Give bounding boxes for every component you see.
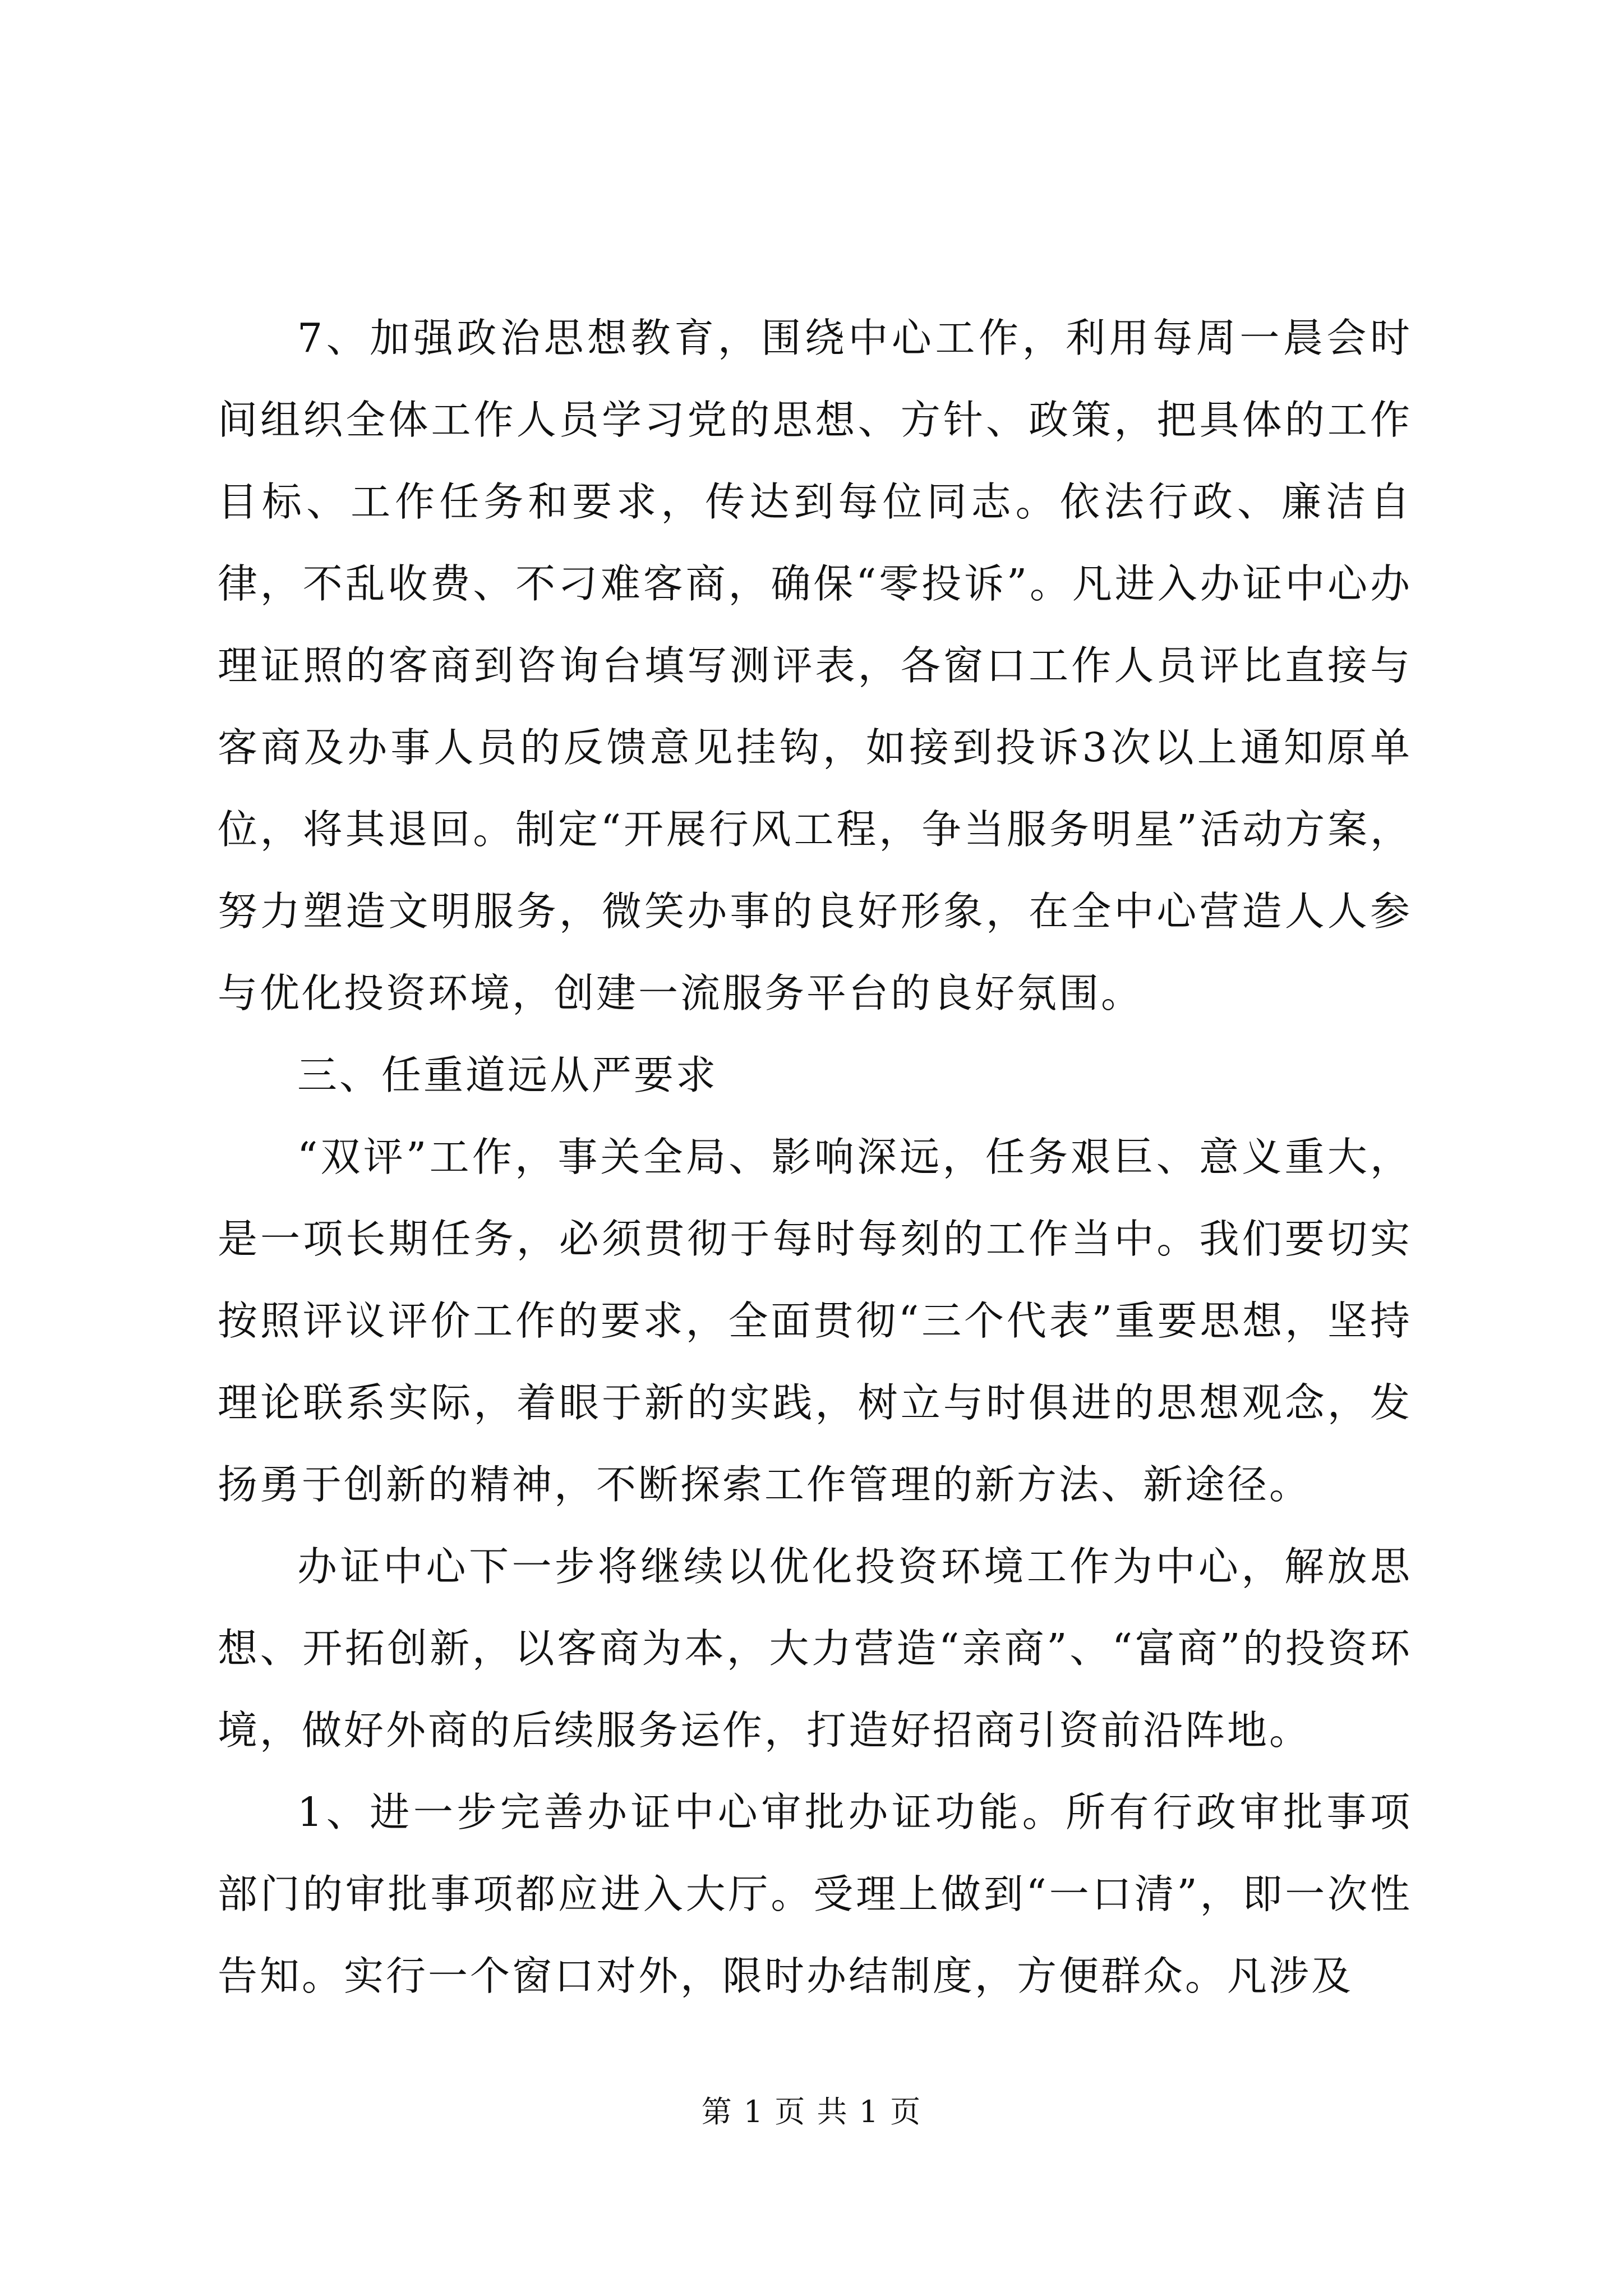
paragraph-item-7: 7、加强政治思想教育，围绕中心工作，利用每周一晨会时间组织全体工作人员学习党的思想、方针、政策，把具体的工作目标、工作任务和要求，传达到每位同志。依法行政、廉洁自律，不乱收费、不刁难客商，确保“零投诉”。凡进入办证中心办理证照的客商到咨询台填写测评表，各窗口工作人员评比直接与客商及办事人员的反馈意见挂钩，如接到投诉3次以上通知原单位，将其退回。制定“开展行风工程，争当服务明星”活动方案，努力塑造文明服务，微笑办事的良好形象，在全中心营造人人参与优化投资环境，创建一流服务平台的良好氛围。 (218, 315, 1412, 1016)
page-footer: 第 1 页 共 1 页 (701, 2094, 922, 2129)
paragraph-next-steps: 办证中心下一步将继续以优化投资环境工作为中心，解放思想、开拓创新，以客商为本，大力营造“亲商”、“富商”的投资环境，做好外商的后续服务运作，打造好招商引资前沿阵地。 (218, 1543, 1412, 1754)
document-body (218, 297, 1412, 2017)
paragraph-shuangping: “双评”工作，事关全局、影响深远，任务艰巨、意义重大，是一项长期任务，必须贯彻于每时每刻的工作当中。我们要切实按照评议评价工作的要求，全面贯彻“三个代表”重要思想，坚持理论联系实际，着眼于新的实践，树立与时俱进的思想观念，发扬勇于创新的精神，不断探索工作管理的新方法、新途径。 (218, 1134, 1412, 1508)
section-heading: 三、任重道远从严要求 (297, 1052, 718, 1098)
paragraph-item-1: 1、进一步完善办证中心审批办证功能。所有行政审批事项部门的审批事项都应进入大厅。受理上做到“一口清”，即一次性告知。实行一个窗口对外，限时办结制度，方便群众。凡涉及 (218, 1789, 1412, 1999)
